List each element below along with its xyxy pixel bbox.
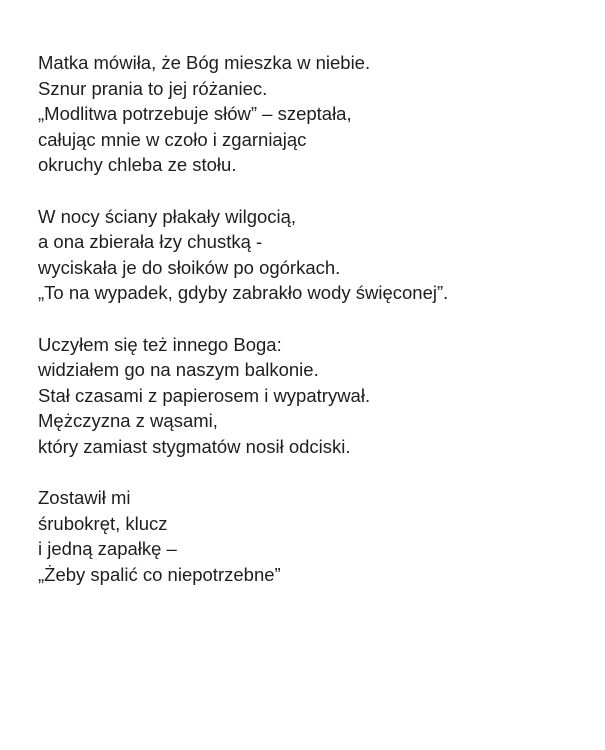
poem-line: Matka mówiła, że Bóg mieszka w niebie. (38, 52, 371, 73)
stanza-3 (38, 332, 598, 460)
poem-line: śrubokręt, klucz (38, 512, 168, 534)
poem-line: i jedną zapałkę – (38, 538, 177, 560)
poem (38, 50, 598, 613)
stanza-2 (38, 204, 598, 306)
poem-line: Zostawił mi (38, 487, 131, 509)
poem-line: a ona zbierała łzy chustką - (38, 231, 263, 253)
poem-line: całując mnie w czoło i zgarniając (38, 128, 307, 150)
poem-line: „Żeby spalić co niepotrzebne” (38, 563, 281, 585)
poem-line: „Modlitwa potrzebuje słów” – szeptała, (38, 103, 352, 125)
stanza-1 (38, 50, 598, 178)
poem-line: okruchy chleba ze stołu. (38, 154, 237, 176)
poem-line: widziałem go na naszym balkonie. (38, 359, 319, 381)
poem-line: „To na wypadek, gdyby zabrakło wody święconej”. (38, 282, 449, 304)
poem-line: Sznur prania to jej różaniec. (38, 77, 268, 99)
stanza-4 (38, 485, 598, 587)
poem-line: który zamiast stygmatów nosił odciski. (38, 435, 351, 457)
poem-line: Mężczyzna z wąsami, (38, 410, 218, 432)
poem-line: wyciskała je do słoików po ogórkach. (38, 256, 341, 278)
poem-line: Stał czasami z papierosem i wypatrywał. (38, 384, 371, 406)
poem-line: W nocy ściany płakały wilgocią, (38, 205, 297, 227)
poem-line: Uczyłem się też innego Boga: (38, 333, 282, 355)
